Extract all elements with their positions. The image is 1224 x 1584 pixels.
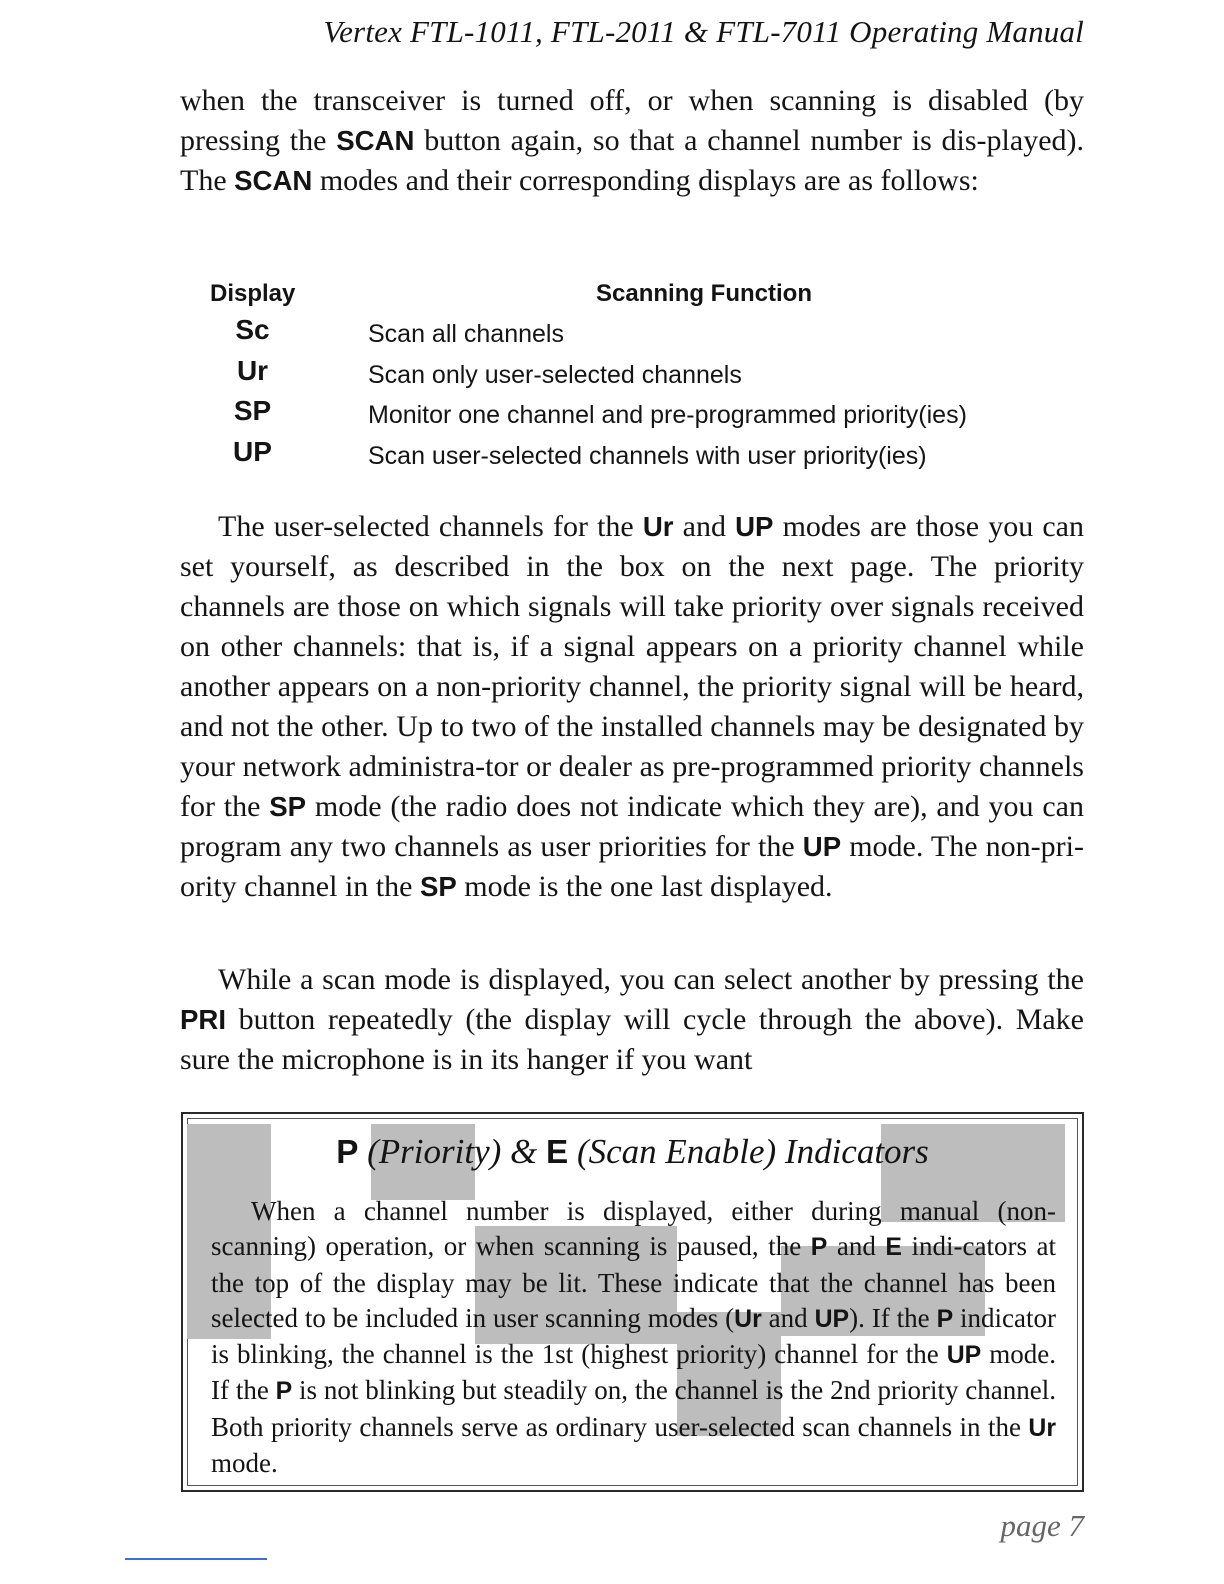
title-p-letter: P	[336, 1134, 359, 1171]
title-priority-word: (Priority)	[367, 1132, 502, 1171]
display-code: Sc	[235, 314, 270, 345]
keyword: SCAN	[336, 125, 415, 156]
paragraph-scan-intro: when the transceiver is turned off, or when scanning is disabled (by pressing the SCAN button again, so that a channel number is dis-played). The SCAN modes and their corresponding displays are as follows:	[180, 84, 1085, 197]
keyword: E	[885, 1234, 902, 1262]
function-description: Scan user-selected channels with user priority(ies)	[368, 441, 927, 470]
title-ampersand: &	[510, 1132, 538, 1171]
scan-modes-table	[200, 280, 1080, 474]
keyword: UP	[802, 831, 842, 862]
footer-rule	[125, 1558, 267, 1560]
keyword: SP	[269, 791, 307, 822]
column-header-display: Display	[210, 280, 296, 307]
keyword: SP	[419, 871, 457, 902]
keyword: P	[936, 1305, 954, 1333]
table-row	[200, 393, 1080, 434]
keyword: PRI	[180, 1004, 226, 1035]
keyword: Ur	[734, 1305, 762, 1333]
table-row	[200, 353, 1080, 394]
function-description: Scan only user-selected channels	[368, 360, 742, 389]
title-enable-words: (Scan Enable) Indicators	[576, 1132, 929, 1171]
table-header	[200, 280, 1080, 312]
keyword: Ur	[642, 511, 674, 542]
display-code: UP	[233, 435, 272, 467]
paragraph-pri-button: While a scan mode is displayed, you can select another by pressing the PRI button repeatedly (the display will cycle through the above). Make sure the microphone is in its hanger if you want	[180, 963, 1084, 1076]
callout-title	[183, 1132, 1082, 1172]
keyword: Ur	[1028, 1414, 1056, 1442]
keyword: UP	[946, 1342, 982, 1370]
column-header-function: Scanning Function	[596, 280, 812, 307]
table-row	[200, 312, 1080, 353]
table-row	[200, 434, 1080, 475]
keyword: UP	[814, 1305, 850, 1333]
page-number: page 7	[1000, 1508, 1084, 1543]
keyword: UP	[735, 511, 774, 542]
display-code: SP	[233, 395, 272, 426]
function-description: Scan all channels	[368, 320, 564, 348]
keyword: P	[275, 1378, 293, 1406]
paragraph-user-selected: The user-selected channels for the Ur and UP modes are those you can set yourself, as described in the box on the next page. The priority channels are those on which signals will take priority over signals received on other channels: that is, if a signal appears on a priority channel while another appears on a non-priority channel, the priority signal will be heard, and not the other. Up to two of the installed channels may be designated by your network administra-tor or dealer as pre-programmed priority channels for the SP mode (the radio does not indicate which they are), and you can program any two channels as user priorities for the UP mode. The non-pri-ority channel in the SP mode is the one last displayed.	[180, 510, 1084, 903]
display-code: Ur	[236, 354, 269, 386]
function-description: Monitor one channel and pre-programmed priority(ies)	[368, 401, 967, 429]
running-header: Vertex FTL-1011, FTL-2011 & FTL-7011 Operating Manual	[323, 14, 1084, 49]
keyword: P	[810, 1234, 828, 1262]
callout-body: When a channel number is displayed, either during manual (non-scanning) operation, or when scanning is paused, the P and E indi-cators at the top of the display may be lit. These indicate that the channel has been selected to be included in user scanning modes (Ur and UP). If the P indicator is blinking, the channel is the 1st (highest priority) channel for the UP mode. If the P is not blinking but steadily on, the channel is the 2nd priority channel. Both priority channels serve as ordinary user-selected scan channels in the Ur mode.	[211, 1196, 1057, 1479]
indicators-callout-box	[181, 1112, 1084, 1492]
title-e-letter: E	[546, 1134, 569, 1171]
keyword: SCAN	[234, 165, 313, 196]
